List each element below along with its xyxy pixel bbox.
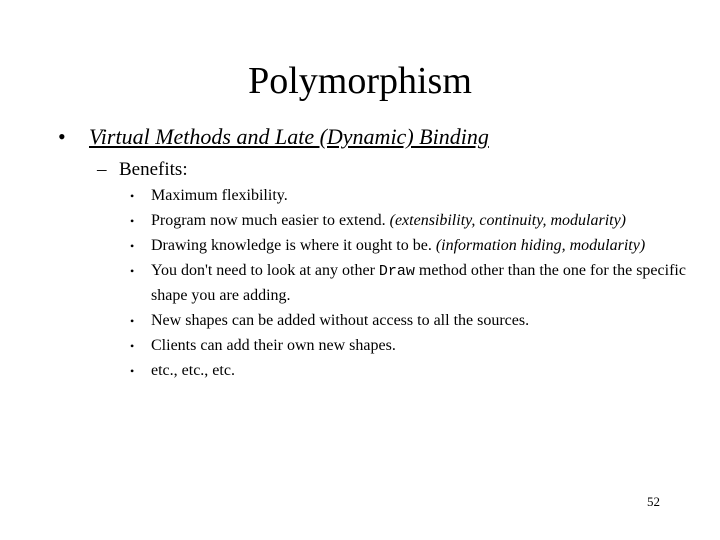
list-item <box>130 334 690 358</box>
page-number: 52 <box>647 494 660 509</box>
heading-virtual-methods: Virtual Methods and Late (Dynamic) Binding <box>89 124 489 149</box>
bullet-icon: • <box>58 124 66 149</box>
code-draw: Draw <box>378 263 415 280</box>
slide-title: Polymorphism <box>248 60 472 102</box>
bullet-icon: • <box>130 189 135 203</box>
bullet-icon: • <box>130 364 135 378</box>
item-text: Clients can add their own new shapes. <box>151 337 396 354</box>
bullet-icon: • <box>130 339 135 353</box>
item-text: Program now much easier to extend. <box>151 212 390 229</box>
bullet-icon: • <box>130 239 135 253</box>
list-item <box>130 234 690 258</box>
list-item <box>130 309 690 333</box>
bullet-icon: • <box>130 264 135 278</box>
bullet-icon: • <box>130 314 135 328</box>
list-item <box>130 259 690 308</box>
item-text: Maximum flexibility. <box>151 187 288 204</box>
list-item <box>130 184 690 208</box>
bullet-icon: • <box>130 214 135 228</box>
item-text: Drawing knowledge is where it ought to be. <box>151 237 436 254</box>
item-text: New shapes can be added without access to all the sources. <box>151 312 530 329</box>
item-note: (information hiding, modularity) <box>435 237 646 254</box>
item-text: You don't need to look at any other <box>151 262 379 279</box>
benefits-label: Benefits: <box>119 159 188 180</box>
item-note: (extensibility, continuity, modularity) <box>389 212 627 229</box>
item-text: method other than the one for the specific shape you are adding. <box>151 262 686 304</box>
dash-icon: – <box>97 159 107 180</box>
item-text: etc., etc., etc. <box>151 362 235 379</box>
list-item <box>130 209 690 233</box>
benefits-list <box>130 184 690 384</box>
list-item <box>130 359 690 383</box>
